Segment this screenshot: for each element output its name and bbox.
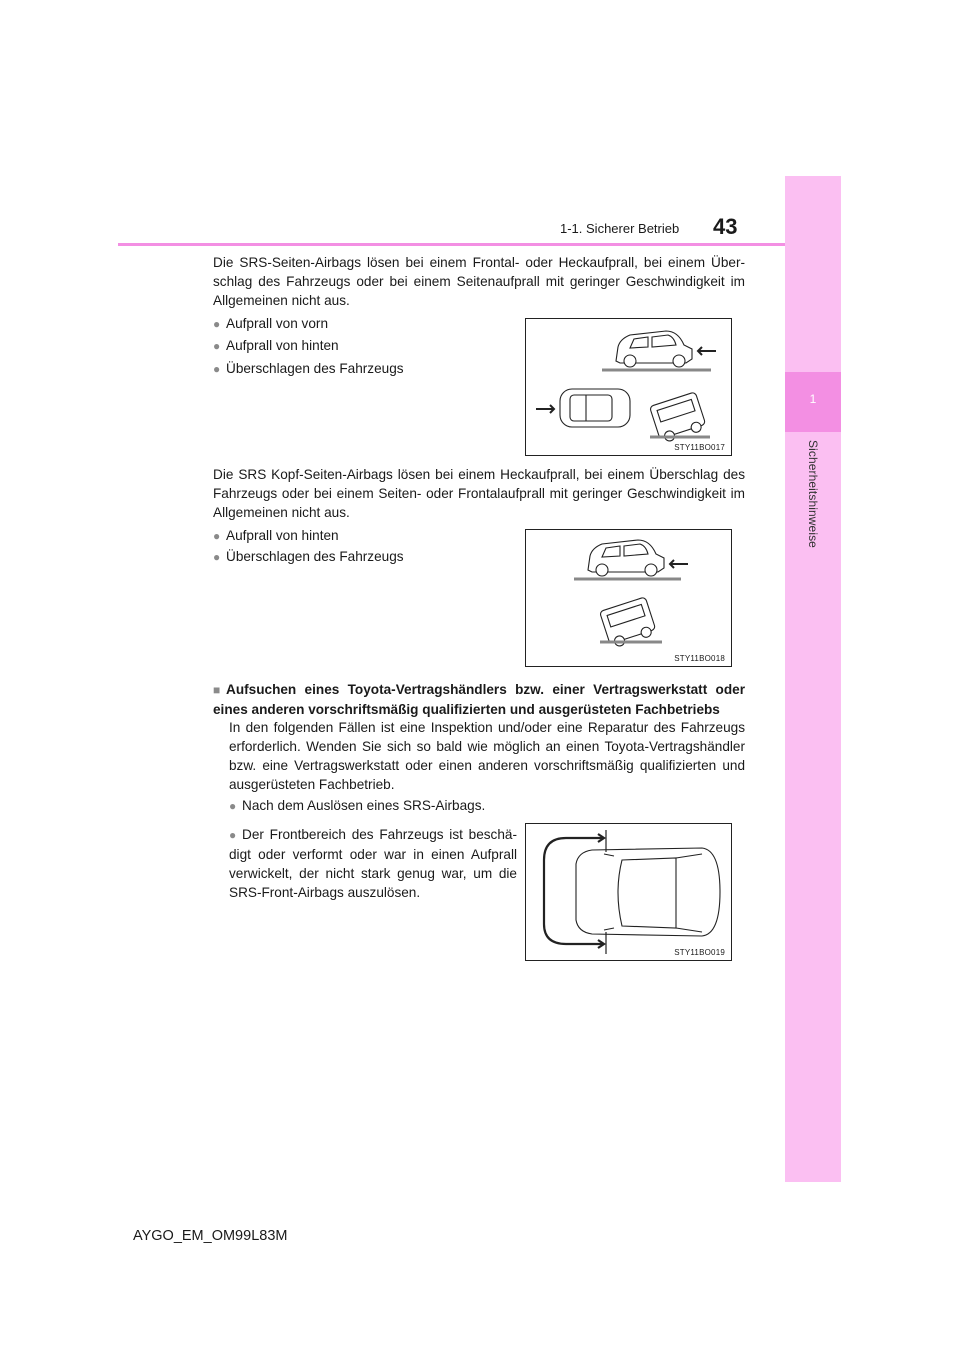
figure-code: STY11BO017 (674, 443, 725, 452)
figure-side-airbag-cases (525, 318, 732, 456)
list-item: ● Nach dem Auslösen eines SRS-Airbags. (229, 796, 485, 816)
square-bullet-icon: ■ (213, 683, 221, 697)
bullet-icon: ● (213, 550, 221, 564)
list-item: ● Überschlagen des Fahrzeugs (213, 547, 404, 567)
section-title: 1-1. Sicherer Betrieb (560, 221, 680, 236)
figure-curtain-airbag-cases (525, 529, 732, 667)
figure-code: STY11BO019 (674, 948, 725, 957)
bullet-icon: ● (213, 339, 221, 353)
section-heading: ■ Aufsuchen eines Toyota-Vertragshändlers bzw. einer Vertragswerkstatt oder eines anderen vorschriftsmäßig qualifizierten und ausgerüsteten Fachbetriebs (213, 682, 745, 717)
list-item: ● Aufprall von vorn (213, 314, 328, 334)
page-number: 43 (713, 214, 738, 239)
bullet-icon: ● (229, 799, 237, 813)
list-item: ● Aufprall von hinten (213, 336, 339, 356)
chapter-title: Sicherheitshinweise (806, 440, 820, 548)
bullet-icon: ● (213, 317, 221, 331)
document-code: AYGO_EM_OM99L83M (133, 1228, 288, 1244)
paragraph-side-airbags: Die SRS-Seiten-Airbags lösen bei einem Frontal- oder Heckaufprall, bei einem Über-schlag des Fahrzeugs oder bei einem Seitenaufprall mit geringer Geschwindigkeit im Allgemeinen nicht aus. (213, 255, 745, 308)
list-item: ● Überschlagen des Fahrzeugs (213, 359, 404, 379)
paragraph-curtain-airbags: Die SRS Kopf-Seiten-Airbags lösen bei einem Heckaufprall, bei einem Überschlag des Fahrzeugs oder bei einem Seiten- oder Frontalaufprall mit geringer Geschwindigkeit im Allgemeinen nicht aus. (213, 467, 745, 520)
car-crash-illustration-2 (526, 530, 731, 666)
list-item: ● Aufprall von hinten (213, 526, 339, 546)
list-item: ● Der Frontbereich des Fahrzeugs ist beschä-digt oder verformt oder war in einen Aufprall verwickelt, der nicht stark genug war, um die SRS-Front-Airbags auszulösen. (229, 827, 517, 900)
paragraph-inspection: In den folgenden Fällen ist eine Inspektion und/oder eine Reparatur des Fahrzeugs erforderlich. Wenden Sie sich so bald wie möglich an einen Toyota-Vertragshändler bzw. eine Vertragswerkstatt oder einen anderen vorschriftsmäßig qualifizierten und ausgerüsteten Fachbetrieb. (229, 720, 745, 792)
figure-code: STY11BO018 (674, 654, 725, 663)
car-crash-illustration (526, 319, 731, 455)
chapter-number: 1 (809, 392, 817, 406)
header-divider (118, 243, 785, 246)
chapter-side-tab (785, 176, 841, 1182)
car-top-view-illustration (526, 824, 731, 960)
bullet-icon: ● (213, 529, 221, 543)
figure-front-damage (525, 823, 732, 961)
bullet-icon: ● (213, 362, 221, 376)
bullet-icon: ● (229, 828, 237, 842)
